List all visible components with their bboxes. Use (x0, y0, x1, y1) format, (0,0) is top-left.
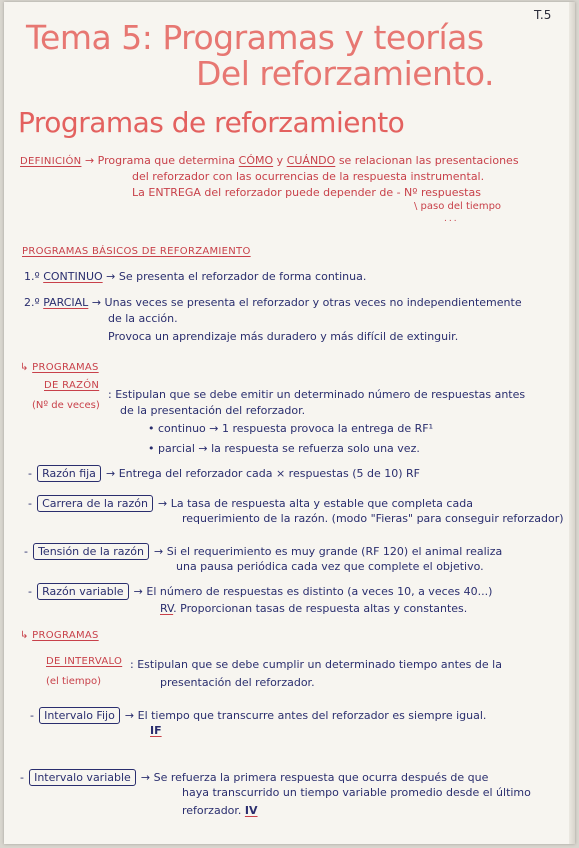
definition-ellipsis: ... (444, 214, 459, 224)
topic-tag: T.5 (534, 8, 552, 22)
page-edge (569, 2, 575, 844)
parcial-line2: de la acción. (108, 312, 178, 325)
intervalo-heading-line1: ↳ PROGRAMAS (20, 630, 99, 641)
intervalo-text1: : Estipulan que se debe cumplir un determinado tiempo antes de la (130, 658, 502, 671)
razon-fija-box: Razón fija (37, 465, 101, 482)
razon-tension-box: Tensión de la razón (33, 543, 149, 560)
definition-line2: del reforzador con las ocurrencias de la respuesta instrumental. (132, 170, 485, 183)
intervalo-heading-line2: DE INTERVALO (46, 656, 123, 667)
razon-carrera-row: - Carrera de la razón → La tasa de respuesta alta y estable que completa cada (28, 497, 473, 510)
razon-bullet1: • continuo → 1 respuesta provoca la entrega de RF¹ (148, 422, 434, 435)
definition-line3: La ENTREGA del reforzador puede depender de - Nº respuestas (132, 186, 481, 199)
intervalo-text2: presentación del reforzador. (160, 676, 315, 689)
corner-arrow-icon: ↳ (20, 630, 29, 641)
intervalo-variable-row: - Intervalo variable → Se refuerza la primera respuesta que ocurra después de que (20, 771, 489, 784)
razon-carrera-box: Carrera de la razón (37, 495, 153, 512)
definition-line4: \ paso del tiempo (414, 201, 502, 212)
razon-carrera-line2: requerimiento de la razón. (modo "Fieras" para conseguir reforzador) (182, 512, 564, 525)
intervalo-fijo-box: Intervalo Fijo (39, 707, 120, 724)
razon-text2: de la presentación del reforzador. (120, 404, 306, 417)
razon-text1: : Estipulan que se debe emitir un determinado número de respuestas antes (108, 388, 526, 401)
definition-line1: DEFINICIÓN → Programa que determina CÓMO y CUÁNDO se relacionan las presentaciones (20, 154, 519, 167)
intervalo-paren: (el tiempo) (46, 676, 101, 687)
razon-heading-line2: DE RAZÓN (44, 380, 100, 391)
page-title-line2: Del reforzamiento. (196, 54, 495, 93)
razon-variable-box: Razón variable (37, 583, 129, 600)
rv-abbr: RV (160, 602, 174, 615)
item-parcial: 2.º PARCIAL → Unas veces se presenta el reforzador y otras veces no independientemente (24, 296, 522, 309)
razon-variable-line2: RV. Proporcionan tasas de respuesta altas y constantes. (160, 602, 468, 615)
if-abbr: IF (150, 724, 162, 737)
razon-tension-row: - Tensión de la razón → Si el requerimiento es muy grande (RF 120) el animal realiza (24, 545, 503, 558)
notebook-page (4, 2, 575, 844)
intervalo-variable-box: Intervalo variable (29, 769, 136, 786)
basic-programs-heading: PROGRAMAS BÁSICOS DE REFORZAMIENTO (22, 246, 251, 257)
intervalo-fijo-row: - Intervalo Fijo → El tiempo que transcurre antes del reforzador es siempre igual. (30, 709, 487, 722)
corner-arrow-icon: ↳ (20, 362, 29, 373)
razon-tension-line2: una pausa periódica cada vez que complete el objetivo. (176, 560, 484, 573)
section-title: Programas de reforzamiento (18, 106, 405, 139)
razon-heading-line1: ↳ PROGRAMAS (20, 362, 99, 373)
razon-variable-row: - Razón variable → El número de respuestas es distinto (a veces 10, a veces 40...) (28, 585, 493, 598)
arrow-icon: → (84, 154, 95, 167)
razon-fija-row: - Razón fija → Entrega del reforzador cada × respuestas (5 de 10) RF (28, 467, 420, 480)
parcial-line3: Provoca un aprendizaje más duradero y más difícil de extinguir. (108, 330, 459, 343)
razon-paren: (Nº de veces) (32, 400, 100, 411)
iv-abbr: IV (244, 804, 258, 817)
parcial-label: PARCIAL (43, 296, 89, 309)
item-continuo: 1.º CONTINUO → Se presenta el reforzador de forma continua. (24, 270, 367, 283)
intervalo-variable-line3: reforzador. IV (182, 804, 258, 817)
continuo-label: CONTINUO (43, 270, 103, 283)
page-title-line1: Tema 5: Programas y teorías (26, 18, 484, 57)
intervalo-variable-line2: haya transcurrido un tiempo variable promedio desde el último (182, 786, 531, 799)
definition-label: DEFINICIÓN (20, 156, 82, 167)
razon-bullet2: • parcial → la respuesta se refuerza solo una vez. (148, 442, 420, 455)
